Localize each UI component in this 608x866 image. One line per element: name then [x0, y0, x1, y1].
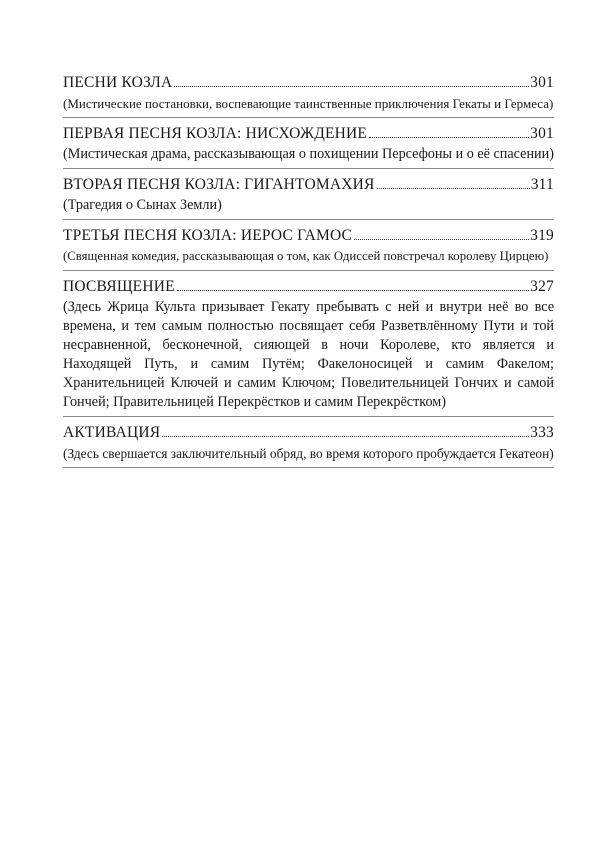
toc-entry-page-number: 333	[530, 424, 554, 441]
toc-entry-title: АКТИВАЦИЯ	[63, 424, 161, 441]
toc-entry-description: (Священная комедия, рассказывающая о том, как Одиссей повстречал королеву Цирцею)	[63, 249, 549, 263]
toc-entry-description: (Трагедия о Сынах Земли)	[63, 197, 222, 213]
toc-entry	[63, 423, 554, 468]
toc-entry-heading[interactable]	[63, 175, 554, 195]
dot-leader	[177, 289, 529, 291]
toc-entry-heading[interactable]	[63, 124, 554, 144]
toc-entry	[63, 124, 554, 169]
toc-entry-page-number: 327	[530, 278, 554, 295]
toc-entry-heading[interactable]	[63, 226, 554, 246]
toc-entry-page-number: 301	[530, 125, 554, 142]
dot-leader	[354, 238, 529, 240]
toc-entry-description: (Мистические постановки, воспевающие таинственные приключения Гекаты и Гермеса)	[63, 96, 554, 111]
toc-entry-description: (Здесь свершается заключительный обряд, во время которого пробуждается Гекатеон)	[63, 446, 554, 461]
toc-entry-heading[interactable]	[63, 423, 554, 443]
toc-entry	[63, 226, 554, 271]
toc-entry	[63, 175, 554, 220]
toc-entry-description: (Мистическая драма, рассказывающая о похищении Персефоны и о её спасении)	[63, 146, 554, 162]
toc-entry-heading[interactable]	[63, 73, 554, 93]
toc-entry-page-number: 319	[530, 227, 554, 244]
toc-entry-title: ВТОРАЯ ПЕСНЯ КОЗЛА: ГИГАНТОМАХИЯ	[63, 176, 375, 193]
toc-entry-page-number: 311	[530, 176, 554, 193]
toc-entry	[63, 277, 554, 417]
toc-entry	[63, 73, 554, 118]
table-of-contents	[63, 73, 554, 474]
toc-entry-title: ПЕСНИ КОЗЛА	[63, 74, 173, 91]
toc-entry-title: ПЕРВАЯ ПЕСНЯ КОЗЛА: НИСХОЖДЕНИЕ	[63, 125, 368, 142]
dot-leader	[162, 435, 529, 437]
toc-entry-description: (Здесь Жрица Культа призывает Гекату пребывать с ней и внутри неё во все времена, и тем самым полностью посвящает себя Разветвлённому Пути и той несравненной, бесконечной, сияющей в ночи Королеве, кто является и Находящей Путь, и самим Путём; Факелоносицей и самим Факелом; Хранительницей Ключей и самим Ключом; Повелительницей Гончих и самой Гончей; Правительницей Перекрёстков и самим Перекрёстком)	[63, 299, 554, 410]
dot-leader	[377, 187, 530, 189]
toc-entry-heading[interactable]	[63, 277, 554, 297]
toc-entry-title: ПОСВЯЩЕНИЕ	[63, 278, 175, 295]
dot-leader	[369, 136, 529, 138]
toc-entry-title: ТРЕТЬЯ ПЕСНЯ КОЗЛА: ИЕРОС ГАМОС	[63, 227, 353, 244]
dot-leader	[174, 85, 529, 87]
toc-entry-page-number: 301	[530, 74, 554, 91]
